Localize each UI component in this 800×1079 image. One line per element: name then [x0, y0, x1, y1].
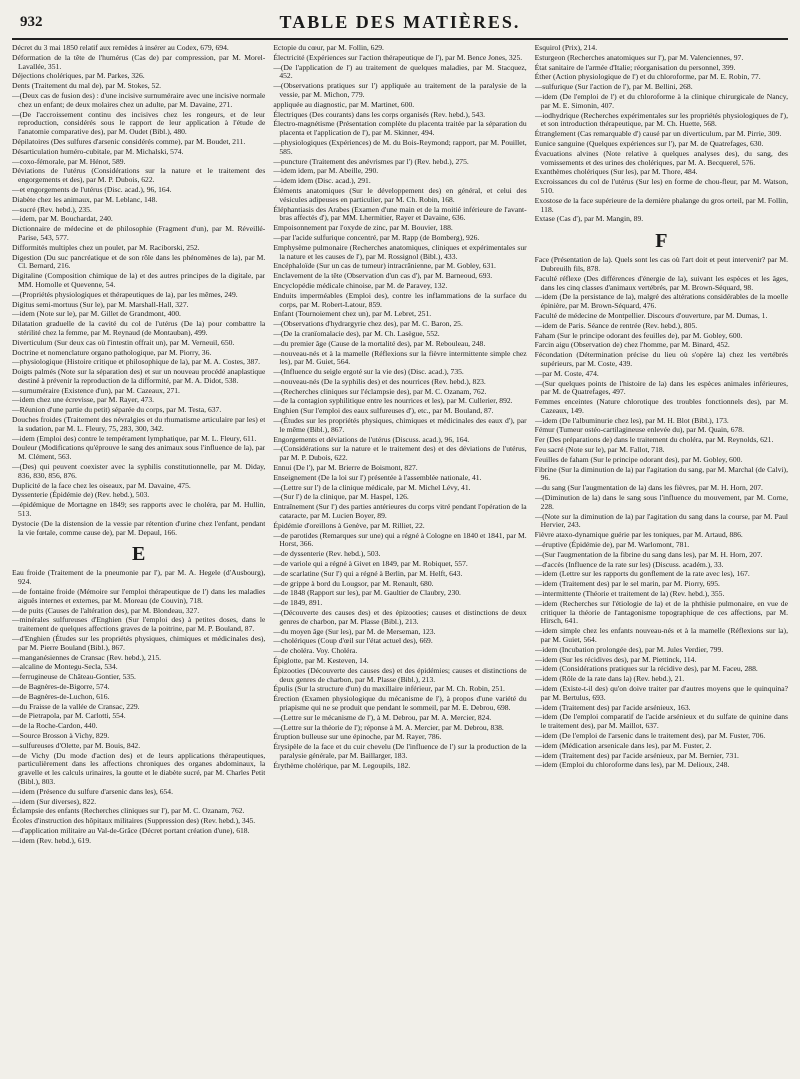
index-entry: Écoles d'instruction des hôpitaux militaires (Suppression des) (Rev. hebd.), 345.	[12, 816, 256, 826]
index-entry: —éruptive (Épidémie de), par M. Warlomont, 781.	[534, 540, 690, 550]
index-entry: Faculté de médecine de Montpellier. Discours d'ouverture, par M. Dumas, 1.	[534, 310, 768, 320]
index-entry: —idem (De l'emploi comparatif de l'acide arsénieux et du sulfate de quinine dans le traitement des), par M. Maillot, 637.	[534, 712, 788, 731]
index-column-1	[12, 44, 265, 1064]
index-entry: Enclavement de la tête (Observation d'un cas d'), par M. Barneoud, 693.	[273, 271, 493, 281]
index-entry: Enduits imperméables (Emploi des), contre les inflammations de la surface du corps, par M. Robert-Latour, 859.	[273, 290, 527, 309]
index-entry: —minérales sulfureuses d'Enghien (Sur l'emploi des) à petites doses, dans le traitement de quelques affections graves de la poitrine, par M. P. Bouland, 87.	[12, 615, 266, 634]
index-entry: —(Recherches cliniques sur l'éclampsie des), par M. C. Ozanam, 762.	[273, 386, 487, 396]
index-entry: —idem (Médication arsenicale dans les), par M. Fuster, 2.	[534, 740, 712, 750]
index-entry: —(Sur quelques points de l'histoire de la) dans les espèces animales inférieures, par M. de Quatrefages, 497.	[534, 378, 788, 397]
index-entry: appliquée au diagnostic, par M. Martinet, 600.	[273, 99, 415, 109]
index-entry: —(Observations pratiques sur l') appliquée au traitement de la paralysie de la vessie, par M. Michon, 779.	[273, 81, 527, 99]
index-entry: Diverticulum (Sur deux cas où l'intestin offrait un), par M. Verneuil, 650.	[12, 337, 235, 347]
index-entry: Dyssenterie (Épidémie de) (Rev. hebd.), 503.	[12, 490, 150, 500]
index-entry: Farcin aigu (Observation de) chez l'homme, par M. Binard, 452.	[534, 340, 730, 350]
index-entry: —surnuméraire (Existence d'un), par M. Cazeaux, 271.	[12, 385, 180, 395]
index-entry: —nouveau-nés et à la mamelle (Réflexions sur la fièvre intermittente simple chez les), par M. Guiet, 564.	[273, 348, 527, 367]
index-entry: Électro-magnétisme (Présentation complète du placenta traitée par la séparation du placenta et l'application de l'), par M. Skinner, 494.	[273, 119, 527, 138]
index-entry: —idem (Emploi des) contre le tempérament lymphatique, par M. L. Fleury, 611.	[12, 433, 257, 443]
index-entry: —manganésiennes de Cransac (Rev. hebd.), 215.	[12, 652, 162, 662]
index-entry: Entraînement (Sur l') des parties antérieures du corps vitré pendant l'opération de la cataracte, par M. Lucien Boyer, 89.	[273, 502, 527, 521]
index-entry: Déjections cholériques, par M. Parkes, 326.	[12, 71, 145, 81]
index-entry: Feu sacré (Note sur le), par M. Fallot, 718.	[534, 445, 665, 455]
index-entry: —Réunion d'une partie du petit) séparée du corps, par M. Testa, 637.	[12, 405, 222, 415]
index-entry: —idem (Lettre sur les rapports du gonflement de la rate avec les), 167.	[534, 569, 750, 579]
index-entry: —(De la cranïomalacie des), par M. Ch. Lasègue, 552.	[273, 328, 440, 338]
page-header	[12, 8, 788, 34]
index-entry: —Source Brosson à Vichy, 829.	[12, 730, 110, 740]
index-entry: —du Fraisse de la vallée de Cransac, 229.	[12, 701, 140, 711]
index-entry: Évacuations alvines (Note relative à quelques analyses des), du sang, des vomissements et des urines des cholériques, par M. A. Becquerel, 576.	[534, 148, 788, 167]
index-entry: —(Découverte des causes des) et des épizooties; causes et distinctions de deux genres de charbon, par M. Plasse (Bibl.), 213.	[273, 608, 527, 626]
index-entry: Digestion (Du suc pancréatique et de son rôle dans les phénomènes de la), par M. Cl. Bernard, 216.	[12, 252, 266, 271]
index-entry: État sanitaire de l'armée d'Italie; réorganisation du personnel, 399.	[534, 62, 736, 72]
index-entry: —par l'acide sulfurique concentré, par M. Rapp (de Bomberg), 926.	[273, 232, 480, 242]
index-entry: —physiologiques (Expériences) de M. du Bois-Reymond; rapport, par M. Pouillet, 585.	[273, 137, 527, 156]
index-entry: —(De l'accroissement continu des incisives chez les rongeurs, et de leur reproduction, considérés sous le rapport de leur application à l'étude de l'anatomie comparative des), par M. Oudet (Bibl.), 480.	[12, 109, 266, 137]
index-entry: Dilatation graduelle de la cavité du col de l'utérus (De la) pour combattre la stérilité chez la femme, par M. Reynaud (de Montauban), 499.	[12, 319, 266, 337]
index-entry: —puncture (Traitement des anévrismes par l') (Rev. hebd.), 275.	[273, 156, 469, 166]
index-entry: —ferrugineuse de Château-Gontier, 535.	[12, 672, 136, 682]
index-entry: —idem (Rôle de la rate dans la) (Rev. hebd.), 21.	[534, 674, 685, 684]
index-entry: Dystocie (De la distension de la vessie par rétention d'urine chez l'enfant, pendant la vie fœtale, comme cause de), par M. Depaul, 166.	[12, 518, 266, 537]
index-entry: Douches froides (Traitement des névralgies et du rhumatisme articulaire par les) et la sudation, par M. L. Fleury, 75, 283, 300, 342.	[12, 415, 266, 433]
index-entry: Éther (Action physiologique de l') et du chloroforme, par M. E. Robin, 77.	[534, 72, 761, 82]
index-entry: Électriques (Des courants) dans les corps organisés (Rev. hebd.), 543.	[273, 109, 486, 119]
index-entry: —de parotides (Remarques sur une) qui a régné à Cologne en 1840 et 1841, par M. Horst, 366.	[273, 530, 527, 549]
index-entry: Duplicité de la face chez les oiseaux, par M. Davaine, 475.	[12, 480, 191, 490]
index-entry: Doctrine et nomenclature organo pathologique, par M. Piorry, 36.	[12, 347, 212, 357]
index-entry: Faculté réflexe (Des différences d'énergie de la), suivant les espèces et les âges, dans les cinq classes d'animaux vertébrés, par M. Brown-Séquard, 98.	[534, 273, 788, 292]
index-entry: —(Influence du seigle ergoté sur la vie des) (Disc. acad.), 735.	[273, 367, 464, 377]
index-entry: Esturgeon (Recherches anatomiques sur l'), par M. Valenciennes, 97.	[534, 52, 744, 62]
index-entry: Eunice sanguine (Quelques expériences sur l'), par M. de Quatrefages, 630.	[534, 138, 764, 148]
index-entry: —de Bagnères-de-Luchon, 616.	[12, 691, 110, 701]
index-entry: —idem (Incubation prolongée des), par M. Jules Verdier, 799.	[534, 644, 724, 654]
index-entry: Dictionnaire de médecine et de philosophie (Fragment d'un), par M. Réveillé-Parise, 543, 577.	[12, 224, 266, 242]
index-entry: —idem (Rev. hebd.), 619.	[12, 835, 92, 845]
index-entry: —de 1848 (Rapport sur les), par M. Gaultier de Claubry, 230.	[273, 588, 461, 598]
index-entry: Épulis (Sur la structure d'un) du maxillaire inférieur, par M. Ch. Robin, 251.	[273, 684, 505, 694]
index-entry: Éclampsie des enfants (Recherches cliniques sur l'), par M. C. Ozanam, 762.	[12, 806, 245, 816]
index-column-2	[273, 44, 526, 1064]
index-entry: Épidémie d'oreillons à Genève, par M. Rilliet, 22.	[273, 520, 425, 530]
index-entry: Érection (Examen physiologique du mécanisme de l'), à propos d'une variété du priapisme qui ne se produit que pendant le sommeil, par M. E. Debrou, 698.	[273, 694, 527, 712]
index-entry: —sulfurique (Sur l'action de l'), par M. Bellini, 268.	[534, 82, 693, 92]
index-entry: —(Études sur les propriétés physiques, chimiques et médicinales des eaux d'), par le même (Bibl.), 867.	[273, 416, 527, 434]
index-entry: —(Sur l'augmentation de la fibrine du sang dans les), par M. H. Horn, 207.	[534, 549, 763, 559]
index-entry: —de grippe à bord du Lougsor, par M. Renault, 680.	[273, 578, 434, 588]
index-entry: Douleur (Modifications qu'éprouve le sang des animaux sous l'influence de la), par M. Clément, 563.	[12, 443, 266, 462]
index-entry: —d'application militaire au Val-de-Grâce (Décret portant création d'une), 618.	[12, 825, 250, 835]
index-entry: —d'accès (Influence de la rate sur les) (Discuss. académ.), 33.	[534, 559, 724, 569]
index-entry: Engorgements et déviations de l'utérus (Discuss. acad.), 96, 164.	[273, 434, 470, 444]
index-entry: Érythème cholérique, par M. Legoupils, 182.	[273, 760, 411, 770]
index-entry: —du moyen âge (Sur les), par M. de Merseman, 123.	[273, 626, 436, 636]
index-entry: —de 1849, 891.	[273, 598, 323, 608]
index-entry: Déformation de la tête de l'humérus (Cas de) par compression, par M. Morel-Lavallée, 351.	[12, 52, 266, 71]
index-entry: —(Deux cas de fusion des) : d'une incisive surnuméraire avec une incisive normale chez un enfant; de deux molaires chez un adulte, par M. Davaine, 271.	[12, 90, 266, 109]
index-entry: —(Des) qui peuvent coexister avec la syphilis constitutionnelle, par M. Diday, 836, 830, 856, 876.	[12, 462, 266, 480]
index-entry: —idem simple chez les enfants nouveau-nés et à la mamelle (Réflexions sur la), par M. Guiet, 564.	[534, 626, 788, 645]
index-entry: —(Considérations sur la nature et le traitement des) et des déviations de l'utérus, par M. P. Dubois, 622.	[273, 444, 527, 463]
index-entry: —idem (De l'emploi de l'arsenic dans le traitement des), par M. Fuster, 706.	[534, 730, 766, 740]
index-entry: —de scarlatine (Sur l') qui a régné à Berlin, par M. Helft, 643.	[273, 568, 463, 578]
index-entry: —idem (Sur diverses), 822.	[12, 796, 97, 806]
index-entry: Éruption bulleuse sur une épinoche, par M. Rayer, 786.	[273, 732, 442, 742]
index-entry: —idem (De la persistance de la), malgré des altérations considérables de la moelle épinière, par M. Brown-Séquard, 476.	[534, 292, 788, 311]
index-entry: Étranglement (Cas remarquable d') causé par un diverticulum, par M. Pirrie, 309.	[534, 129, 782, 139]
index-entry: —idem idem, par M. Abeille, 290.	[273, 166, 379, 176]
index-entry: Empoisonnement par l'oxyde de zinc, par M. Bouvier, 188.	[273, 223, 453, 233]
index-entry: Éléments anatomiques (Sur le développement des) en général, et celui des vésicules adipeuses en particulier, par M. Ch. Robin, 168.	[273, 185, 527, 204]
index-column-3	[535, 44, 788, 1064]
index-entry: —alcaline de Montegu-Secla, 534.	[12, 662, 118, 672]
index-entry: Fièvre ataxo-dynamique guérie par les toniques, par M. Artaud, 886.	[534, 530, 743, 540]
index-entry: Esquirol (Prix), 214.	[534, 44, 598, 52]
index-entry: —du premier âge (Cause de la mortalité des), par M. Rebouleau, 248.	[273, 338, 486, 348]
index-entry: Exostose de la face supérieure de la dernière phalange du gros orteil, par M. Follin, 118.	[534, 195, 788, 214]
index-entry: —de choléra. Voy. Choléra.	[273, 646, 358, 656]
index-entry: —(Note sur la diminution de la) par l'agitation du sang dans la course, par M. Paul Hervier, 243.	[534, 511, 788, 530]
index-entry: —coxo-fémorale, par M. Hénot, 589.	[12, 156, 126, 166]
index-entry: —de variole qui a régné à Givet en 1849, par M. Robiquet, 557.	[273, 559, 468, 569]
section-letter: E	[131, 543, 146, 566]
index-entry: —idem (Sur les récidives des), par M. Piettinck, 114.	[534, 654, 697, 664]
index-entry: Feuilles de faham (Sur le principe odorant des), par M. Gobley, 600.	[534, 454, 743, 464]
index-entry: Excroissances du col de l'utérus (Sur les) en forme de chou-fleur, par M. Watson, 510.	[534, 177, 788, 195]
index-entry: —intermittente (Théorie et traitement de la) (Rev. hebd.), 355.	[534, 589, 725, 599]
index-entry: Érysipèle de la face et du cuir chevelu (De l'influence de l') sur la production de la paralysie générale, par M. Baillarger, 183.	[273, 742, 527, 760]
index-entry: —(Lettre sur le mécanisme de l'), à M. Debrou, par M. A. Mercier, 824.	[273, 712, 492, 722]
index-entry: —sucré (Rev. hebd.), 235.	[12, 204, 92, 214]
index-entry: Encéphaloïde (Sur un cas de tumeur) intracrânienne, par M. Gobley, 631.	[273, 261, 496, 271]
index-entry: —idem idem (Disc. acad.), 291.	[273, 176, 371, 186]
index-entry: —idem (Emploi du chloroforme dans les), par M. Delioux, 248.	[534, 760, 730, 770]
index-entry: Digitaline (Composition chimique de la) et des autres principes de la digitale, par MM. Homolle et Quevenne, 54.	[12, 271, 266, 289]
index-entry: —idem (Traitement des) par l'acide arsénieux, 163.	[534, 702, 691, 712]
index-entry: —de Bagnères-de-Bigorre, 574.	[12, 682, 110, 691]
index-entry: —(Sur l') de la clinique, par M. Haspel, 126.	[273, 492, 409, 502]
index-entry: —idem (De l'albuminurie chez les), par M. H. Blot (Bibl.), 173.	[534, 415, 729, 425]
index-entry: —de Pietrapola, par M. Carlotti, 554.	[12, 711, 126, 721]
index-entry: Doigts palmés (Note sur la séparation des) et sur un nouveau procédé anaplastique destiné à prévenir la reproduction de la difformité, par M. A. Didot, 538.	[12, 367, 266, 385]
index-entry: —idem (Traitement des) par le sel marin, par M. Piorry, 695.	[534, 579, 720, 589]
page-title: TABLE DES MATIÈRES.	[279, 12, 521, 32]
index-entry: Fécondation (Détermination précise du lieu où s'opère la) chez les vertébrés supérieurs, par M. Coste, 439.	[534, 350, 788, 368]
index-entry: —physiologique (Histoire critique et philosophique de la), par M. A. Costes, 387.	[12, 357, 261, 367]
index-entry: —nouveau-nés (De la syphilis des) et des nourrices (Rev. hebd.), 823.	[273, 376, 486, 386]
index-entry: —de la Roche-Cardon, 440.	[12, 721, 98, 731]
index-entry: Diabète chez les animaux, par M. Leblanc, 148.	[12, 194, 158, 204]
index-entry: —idem chez une écrevisse, par M. Rayer, 473.	[12, 395, 155, 405]
index-entry: —cholériques (Coup d'œil sur l'état actuel des), 669.	[273, 636, 433, 646]
index-entry: —sulfureuses d'Olette, par M. Bouis, 842.	[12, 740, 141, 750]
index-entry: Désarticulation huméro-cubitale, par M. Michalski, 574.	[12, 146, 184, 156]
index-entry: Déviations de l'utérus (Considérations sur la nature et le traitement des engorgements et des), par M. P. Dubois, 622.	[12, 166, 266, 185]
index-entry: —de la contagion syphilitique entre les nourrices et les), par M. Cullerier, 892.	[273, 396, 513, 406]
index-entry: —idem (Considérations pratiques sur la récidive des), par M. Faceu, 288.	[534, 664, 758, 674]
index-entry: Encyclopédie médicale chinoise, par M. de Paravey, 132.	[273, 280, 448, 290]
index-entry: Ennui (De l'), par M. Brierre de Boismont, 827.	[273, 463, 418, 473]
index-entry: Extase (Cas d'), par M. Mangin, 89.	[534, 214, 644, 224]
index-entry: —idem (Note sur le), par M. Gillet de Grandmont, 400.	[12, 309, 181, 319]
index-entry: —(De l'application de l') au traitement de quelques maladies, par M. Stacquez, 452.	[273, 62, 527, 81]
index-entry: —par M. Coste, 474.	[534, 368, 599, 378]
index-entry: Ectopie du cœur, par M. Follin, 629.	[273, 44, 384, 52]
index-entry: —(Observations d'hydrargyrie chez des), par M. C. Baron, 25.	[273, 319, 463, 329]
index-entry: —(Diminution de la) dans le sang sous l'influence du mouvement, par M. Corne, 228.	[534, 493, 788, 511]
header-rule	[12, 38, 788, 40]
index-entry: —d'Enghien (Études sur les propriétés physiques, chimiques et médicinales des), par M. Pierre Bouland (Bibl.), 867.	[12, 634, 266, 652]
index-entry: Eau froide (Traitement de la pneumonie par l'), par M. A. Hegele (d'Ausbourg), 924.	[12, 568, 266, 587]
index-entry: Fer (Des préparations de) dans le traitement du choléra, par M. Reynolds, 621.	[534, 435, 774, 445]
index-entry: —idem (Recherches sur l'étiologie de la) et de la phthisie pulmonaire, en vue de critiquer la théorie de l'antagonisme topographique de ces affections, par M. Hirsch, 641.	[534, 598, 788, 626]
index-entry: —iodhydrique (Recherches expérimentales sur les propriétés physiologiques de l'), et son introduction thérapeutique, par M. Ch. Huette, 568.	[534, 110, 788, 129]
index-entry: —de dyssenterie (Rev. hebd.), 503.	[273, 549, 381, 559]
index-entry: —épidémique de Mortagne en 1849; ses rapports avec le choléra, par M. Hullin, 513.	[12, 500, 266, 519]
index-entry: Dépilatoires (Des sulfures d'arsenic considérés comme), par M. Boudet, 211.	[12, 136, 246, 146]
index-entry: —idem (Traitement des) par l'acide arsénieux, par M. Bernier, 731.	[534, 750, 739, 760]
index-entry: Femmes enceintes (Nature chlorotique des troubles fonctionnels des), par M. Cazeaux, 149.	[534, 397, 788, 415]
index-entry: Fibrine (Sur la diminution de la) par l'agitation du sang, par M. Marchal (de Calvi), 96.	[534, 464, 788, 483]
index-entry: Dents (Traitement du mal de), par M. Stokes, 52.	[12, 81, 162, 91]
index-entry: —idem de Paris. Séance de rentrée (Rev. hebd.), 805.	[534, 320, 698, 330]
index-entry: —et engorgements de l'utérus (Disc. acad.), 96, 164.	[12, 184, 172, 194]
index-entry: —de puits (Causes de l'altération des), par M. Blondeau, 327.	[12, 605, 200, 615]
index-entry: —de fontaine froide (Mémoire sur l'emploi thérapeutique de l') dans les maladies aiguës internes et externes, par M. Moreau (de Couvin), 718.	[12, 587, 266, 605]
index-entry: —de Vichy (Du mode d'action des) et de leurs applications thérapeutiques, particulièrement dans les affections chroniques des organes abdominaux, la gravelle et les calculs urinaires, la goutte et le diabète sucré, par M. Charles Petit (Bibl.), 803.	[12, 750, 266, 786]
index-entry: —idem (De l'emploi de l') et du chloroforme à la clinique chirurgicale de Nancy, par M. E. Simonin, 407.	[534, 91, 788, 110]
index-entry: Épizooties (Découverte des causes des) et des épidémies; causes et distinctions de deux genres de charbon, par M. Plasse (Bibl.), 213.	[273, 665, 527, 684]
index-entry: Enseignement (De la loi sur l') présentée à l'assemblée nationale, 41.	[273, 472, 482, 482]
index-entry: Électricité (Expériences sur l'action thérapeutique de l'), par M. Bence Jones, 325.	[273, 52, 523, 62]
index-entry: Faham (Sur le principe odorant des feuilles de), par M. Gobley, 600.	[534, 330, 743, 340]
index-entry: Décret du 3 mai 1850 relatif aux remèdes à insérer au Codex, 679, 694.	[12, 44, 229, 52]
index-entry: —du sang (Sur l'augmentation de la) dans les fièvres, par M. H. Horn, 207.	[534, 483, 763, 493]
index-entry: —idem (Présence du sulfure d'arsenic dans les), 654.	[12, 786, 174, 796]
index-entry: —idem, par M. Bouchardat, 240.	[12, 214, 113, 224]
index-entry: Éléphantiasis des Arabes (Examen d'une main et de la moitié inférieure de l'avant-bras affectés d'), par MM. Lhermitier, Rayer et Davaine, 636.	[273, 204, 527, 223]
index-entry: —idem (Existe-t-il des) qu'on doive traiter par d'autres moyens que le quinquina? par M. Bertulus, 693.	[534, 684, 788, 702]
index-entry: —(Lettre sur la théorie de l'); réponse à M. A. Mercier, par M. Debrou, 838.	[273, 722, 504, 732]
index-entry: —(Propriétés physiologiques et thérapeutiques de la), par les mêmes, 249.	[12, 289, 238, 299]
index-entry: Épiglotte, par M. Kesteven, 14.	[273, 656, 369, 665]
index-entry: —(Lettre sur l') de la clinique médicale, par M. Michel Lévy, 41.	[273, 482, 471, 492]
index-entry: Digitus semi-mortuus (Sur le), par M. Marshall-Hall, 327.	[12, 299, 189, 309]
index-entry: Enghien (Sur l'emploi des eaux sulfureuses d'), etc., par M. Bouland, 87.	[273, 406, 494, 416]
index-entry: Exanthèmes cholériques (Sur les), par M. Thore, 484.	[534, 167, 698, 177]
index-entry: Difformités multiples chez un poulet, par M. Raciborski, 252.	[12, 242, 200, 252]
index-entry: Emphysème pulmonaire (Recherches anatomiques, cliniques et expérimentales sur la nature et les causes de l'), par M. Rossignol (Bibl.), 433.	[273, 242, 527, 261]
page-number: 932	[20, 14, 43, 30]
section-letter: F	[655, 230, 668, 253]
index-entry: Face (Présentation de la). Quels sont les cas où l'art doit et peut intervenir? par M. Dubreuilh fils, 878.	[534, 255, 788, 273]
index-columns	[12, 44, 788, 1064]
index-entry: Fémur (Tumeur ostéo-cartilagineuse enlevée du), par M. Quain, 678.	[534, 425, 744, 435]
index-entry: Enfant (Tournoiement chez un), par M. Lebret, 251.	[273, 309, 432, 319]
